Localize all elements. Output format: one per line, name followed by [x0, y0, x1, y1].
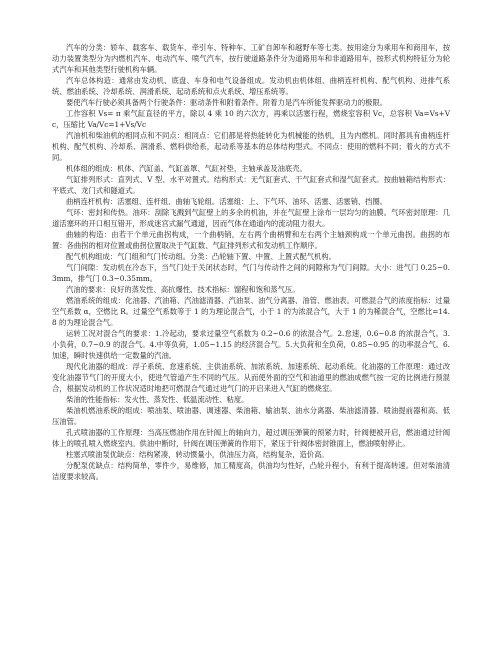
paragraph-crankshaft: 曲轴的构造：由若干个单元曲拐构成，一个曲柄销，左右两个曲柄臂和左右两个主轴颈构成一个单元曲拐。曲拐的布置：各曲拐的相对位置或曲拐位置取决于气缸数、气缸排列形式和发动机工作顺序。 — [52, 230, 450, 250]
paragraph-gasoline-requirements: 汽油的要求：良好的蒸发性、高抗爆性、技术指标：馏程和饱和蒸气压。 — [66, 285, 300, 294]
paragraph-vehicle-classification: 汽车的分类：轿车、载客车、载货车、牵引车、特种车、工矿自卸车和越野车等七类。按用途分为乘用车和商用车，按动力装置类型分为内燃机汽车、电动汽车、喷气汽车，按行驶道路条件分为道路用车和非道路用车，按形式机构特征分为轮式汽车和其他类型行驶机构车辆。 — [52, 43, 450, 74]
paragraph-fuel-system: 燃油系统的组成：化油器、汽油箱、汽油滤清器、汽油泵、油气分离器、油管、燃油表。可燃混合气的浓度指标：过量空气系数 α，空燃比 R。过量空气系数等于 1 的为理论混合气，小于 1 的为浓混合气，大于 1 的为稀混合气，空燃比=14.8 的为理论混合气。 — [52, 296, 450, 327]
paragraph-driving-conditions: 要使汽车行驶必须具备两个行驶条件：驱动条件和附着条件。附着力是汽车所能发挥驱动力的极限。 — [66, 98, 388, 107]
paragraph-displacement-formula: 工作容积 Vs= π 乘气缸直径的平方，除以 4 乘 10 的六次方，再乘以活塞行程，燃烧室容积 Vc，总容积 Va=Vs+Vc，压缩比 Va/Vc=1+Vs/Vc — [52, 109, 450, 129]
paragraph-diesel-fuel-system: 柴油机燃油系统的组成：喷油泵、喷油器、调速器、柴油箱、输油泵、油水分离器、柴油滤清器、喷油提前器和高、低压油管。 — [52, 406, 450, 426]
paragraph-carburetor: 现代化油器的组成：浮子系统、怠速系统、主供油系统、加浓系统、加速系统、起动系统。化油器的工作原理：通过改变化油器节气门的开度大小，使进气管道产生不同的气压。从而使外面的空气和油道里的燃油成燃气按一定的比例进行预混合，根据发动机的工作状况适时地把可燃混合气通过进气门的开启来进入气缸的燃烧室。 — [52, 362, 450, 393]
paragraph-injector-principle: 孔式喷油器的工作原理：当高压燃油作用在针阀上的轴向力，超过调压弹簧的预紧力时，针阀便被开启，燃油通过针阀体上的喷孔喷入燃烧室内。供油中断时，针阀在调压弹簧的作用下，紧压于针阀体密封锥面上，燃油喷射停止。 — [52, 428, 450, 448]
paragraph-plunger-pump: 柱塞式喷油泵优缺点：结构紧凑，转动惯量小，供油压力高，结构复杂，造价高。 — [66, 450, 329, 459]
paragraph-engine-block-group: 机体组的组成：机体、汽缸盖、气缸盖罩、气缸衬垫，主轴承盖及油底壳。 — [66, 164, 307, 173]
paragraph-crank-mechanism: 曲柄连杆机构：活塞组、连杆组、曲轴飞轮组。活塞组：上、下气环、油环、活塞、活塞销、挡圈。 — [66, 197, 388, 206]
paragraph-piston-rings: 气环：密封和传热。油环：刮除飞溅到气缸壁上的多余的机油，并在气缸壁上涂布一层均匀的油膜。气环密封原理：几道活塞环的开口相互错开，形成迷宫式漏气通道，因而气体在通道内的流动阻力很大。 — [52, 208, 450, 228]
paragraph-valve-clearance: 气门间隙：发动机在冷态下，当气门处于关闭状态时，气门与传动件之间的间隙称为气门间隙。大小：进气门 0.25~0.3mm，排气门 0.3~0.35mm。 — [52, 263, 450, 283]
paragraph-diesel-properties: 柴油的性能指标：发火性、蒸发性、低温流动性、粘度。 — [66, 395, 249, 404]
paragraph-cylinder-arrangement: 气缸排列形式：直列式、V 型、水平对置式。结构形式：无气缸套式、干气缸套式和湿气缸套式。按曲轴箱结构形式：平底式、龙门式和隧道式。 — [52, 175, 450, 195]
paragraph-vehicle-structure: 汽车总体构造：通常由发动机、底盘、车身和电气设备组成。发动机由机体组、曲柄连杆机构、配气机构、进排气系统、燃油系统、冷却系统、润滑系统、起动系统和点火系统、增压系统等。 — [52, 76, 450, 96]
paragraph-mixture-requirements: 运转工况对混合气的要求：1.冷起动，要求过量空气系数为 0.2~0.6 的浓混合气。2.怠速，0.6~0.8 的浓混合气。3.小负荷，0.7~0.9 的混合气。4.中等负荷，1.05~1.15 的经济混合气。5.大负荷和全负荷，0.85~0.95 的功率混合气。6.加速，瞬时快速供给一定数量的汽油。 — [52, 329, 450, 360]
paragraph-valve-train: 配气机构组成：气门组和气门传动组。分类：凸轮轴下置、中置、上置式配气机构。 — [66, 252, 336, 261]
paragraph-distributor-pump: 分配泵优缺点：结构简单，零件少，易维修，加工精度高，供油均匀性好，凸轮升程小，有利于提高转速。但对柴油清洁度要求较高。 — [52, 461, 450, 481]
paragraph-gasoline-vs-diesel: 汽油机和柴油机的相同点和不同点：相同点：它们都是将热能转化为机械能的热机，且为内燃机。同时都具有曲柄连杆机构、配气机构、冷却系、润滑系、燃料供给系，起动系等基本的总体结构型式。不同点：使用的燃料不同；着火的方式不同。 — [52, 131, 450, 162]
